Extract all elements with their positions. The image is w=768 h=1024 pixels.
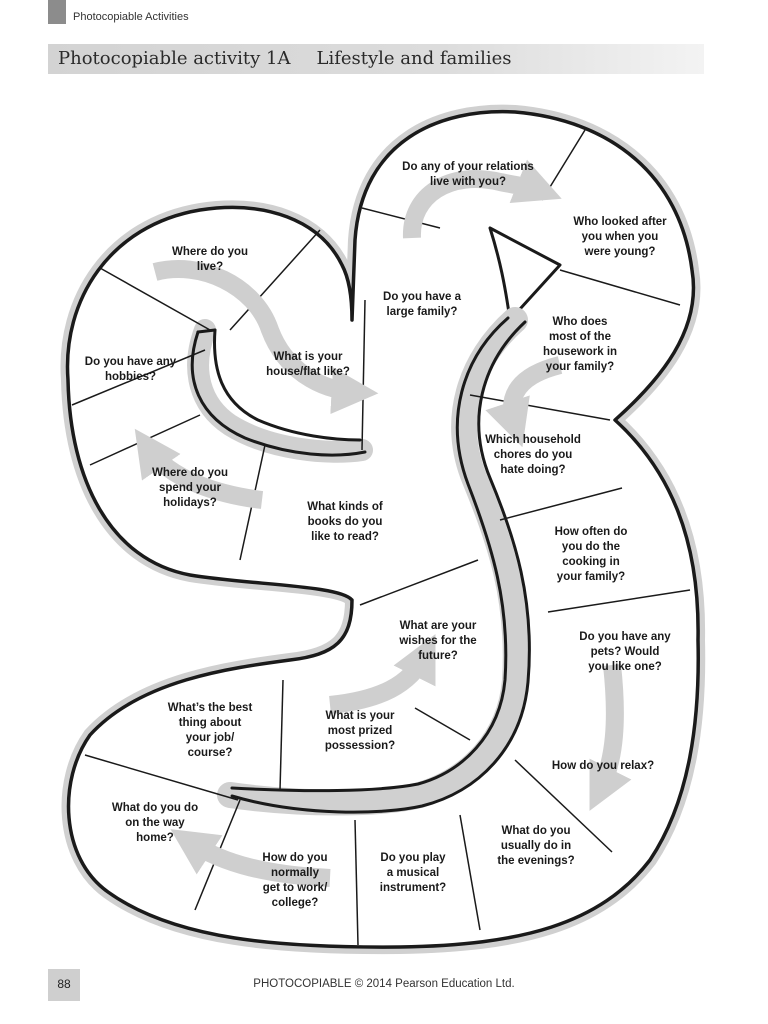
question-square: Where do you live? — [171, 246, 249, 273]
question-square: What’s the best thing about your job/ course? — [167, 702, 253, 759]
question-square: Do any of your relations live with you? — [402, 161, 534, 188]
question-square: How often do you do the cooking in your family? — [554, 526, 628, 583]
question-square: What kinds of books do you like to read? — [307, 501, 383, 543]
question-square: Do you have any pets? Would you like one? — [579, 631, 671, 673]
question-square: What do you usually do in the evenings? — [497, 825, 575, 867]
question-square: Who looked after you when you were young? — [573, 216, 667, 258]
question-square: How do you normally get to work/ college? — [262, 852, 328, 909]
activity-title: Photocopiable activity 1A — [58, 48, 291, 69]
running-head: Photocopiable Activities — [73, 11, 189, 23]
question-square: Do you have a large family? — [383, 291, 461, 318]
question-square: Which household chores do you hate doing? — [485, 434, 581, 476]
activity-subtitle: Lifestyle and families — [316, 48, 512, 69]
question-square: What is your most prized possession? — [324, 710, 396, 752]
copyright-footer: PHOTOCOPIABLE © 2014 Pearson Education Ltd. — [253, 978, 515, 990]
question-square: Who does most of the housework in your family? — [542, 316, 618, 373]
question-square: What do you do on the way home? — [111, 802, 199, 844]
question-square: What are your wishes for the future? — [399, 620, 477, 662]
page-number: 88 — [57, 977, 71, 991]
question-square: How do you relax? — [551, 760, 655, 772]
question-square: Do you have any hobbies? — [84, 356, 177, 383]
question-square: Where do you spend your holidays? — [151, 467, 229, 509]
question-square: What is your house/flat like? — [266, 351, 350, 378]
question-square: Do you play a musical instrument? — [379, 852, 447, 894]
